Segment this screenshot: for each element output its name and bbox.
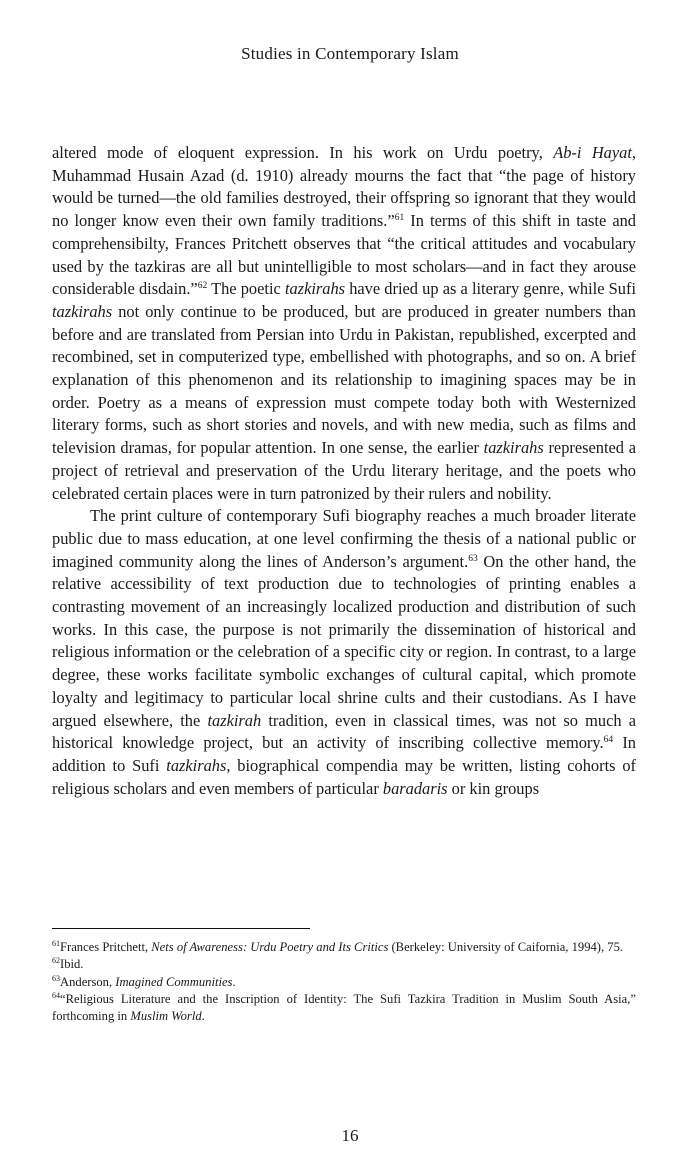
italic-term: tazkirahs bbox=[284, 279, 346, 299]
footnote-divider bbox=[52, 928, 310, 929]
text-run: or kin groups bbox=[447, 778, 540, 798]
text-run: In addition to Sufi bbox=[52, 733, 636, 775]
text-run: , biographical compendia may be written, listing cohorts of religious scholars and even members of particular bbox=[52, 755, 636, 798]
italic-term: tazkirahs bbox=[52, 301, 113, 321]
footnote-ref[interactable]: 63 bbox=[468, 553, 478, 564]
text-run: not only continue to be produced, but are produced in greater numbers than before and are translated from Persian into Urdu in Pakistan, republished, excerpted and recombined, set in computerized type, embellished with photographs, and so on. A brief explanation of this phenomenon and its relationship to imagining spaces may be in order. Poetry as a means of expression must compete today both with Westernized literary forms, such as short stories and novels, and with new media, such as films and television dramas, for popular attention. In one sense, the earlier bbox=[52, 301, 636, 458]
italic-term: Ab-i Hayat bbox=[553, 143, 632, 162]
footnote-number: 64 bbox=[52, 990, 60, 1000]
footnote-64 bbox=[52, 991, 636, 1026]
text-run: altered mode of eloquent expression. In his work on Urdu poetry, bbox=[52, 143, 554, 162]
footnote-ref[interactable]: 64 bbox=[603, 735, 614, 746]
italic-term: baradaris bbox=[382, 778, 448, 798]
footnote-text: (Berkeley: University of Caifornia, 1994), 75. bbox=[388, 940, 624, 954]
text-run: tradition, even in classical times, was not so much a historical knowledge project, but an activity of inscribing collective memory. bbox=[52, 710, 636, 753]
text-run: On the other hand, the relative accessibility of text production due to technologies of printing enables a contrasting movement of an increasingly localized production and distribution of such works. In this case, the purpose is not primarily the dissemination of historical and religious information or the celebration of a specific city or region. In contrast, to a large degree, these works facilitate symbolic exchanges of cultural capital, which promote loyalty and legitimacy to particular local shrine cults and their custodians. As I have argued elsewhere, the bbox=[52, 551, 636, 730]
footnote-title: Nets of Awareness: Urdu Poetry and Its Critics bbox=[151, 940, 389, 954]
page-number: 16 bbox=[341, 1126, 359, 1145]
footnote-ref[interactable]: 62 bbox=[197, 281, 208, 292]
text-run: , Muhammad Husain Azad (d. 1910) already mourns the fact that “the page of history would be turned—the old families destroyed, their offspring so ignorant that they would no longer know even their own family traditions.” bbox=[52, 143, 636, 231]
text-run: represented a project of retrieval and preservation of the Urdu literary heritage, and the poets who celebrated certain places were in turn patronized by their rulers and nobility. bbox=[52, 438, 636, 503]
text-run: The print culture of contemporary Sufi biography reaches a much broader literate public due to mass education, at one level confirming the thesis of a national public or imagined community along the lines of Anderson’s argument. bbox=[52, 506, 636, 571]
footnote-ref[interactable]: 61 bbox=[394, 213, 405, 224]
italic-term: tazkirahs bbox=[166, 755, 227, 775]
footnote-text: . bbox=[232, 974, 236, 989]
italic-term: tazkirah bbox=[207, 710, 262, 730]
running-head: Studies in Contemporary Islam bbox=[241, 44, 459, 63]
footnote-text: Frances Pritchett, bbox=[60, 940, 152, 954]
footnote-text: Ibid. bbox=[60, 957, 84, 972]
footnote-number: 63 bbox=[52, 973, 60, 983]
footnote-title: Muslim World bbox=[130, 1009, 202, 1024]
paragraph-2 bbox=[52, 505, 636, 800]
body-text bbox=[52, 142, 636, 800]
footnote-63 bbox=[52, 974, 636, 991]
italic-term: tazkirahs bbox=[483, 438, 544, 458]
footnote-number: 61 bbox=[52, 939, 60, 948]
footnote-title: Imagined Communities bbox=[115, 974, 233, 989]
text-run: The poetic bbox=[207, 279, 285, 299]
footnote-number: 62 bbox=[52, 956, 60, 966]
footnotes bbox=[52, 939, 636, 1025]
footnote-text: “Religious Literature and the Inscription of Identity: The Sufi Tazkira Tradition in Muslim South Asia,” forthcoming in bbox=[52, 991, 636, 1024]
footnote-text: Anderson, bbox=[60, 974, 116, 989]
footnote-62 bbox=[52, 956, 636, 973]
text-run: In terms of this shift in taste and comprehensibilty, Frances Pritchett observes that “the critical attitudes and vocabulary used by the tazkiras are all but unintelligible to most scholars—and in fact they arouse considerable disdain.” bbox=[52, 211, 636, 299]
text-run: have dried up as a literary genre, while Sufi bbox=[345, 279, 636, 299]
footnote-61 bbox=[52, 939, 636, 956]
footnote-text: . bbox=[201, 1009, 205, 1024]
paragraph-1 bbox=[52, 142, 636, 505]
